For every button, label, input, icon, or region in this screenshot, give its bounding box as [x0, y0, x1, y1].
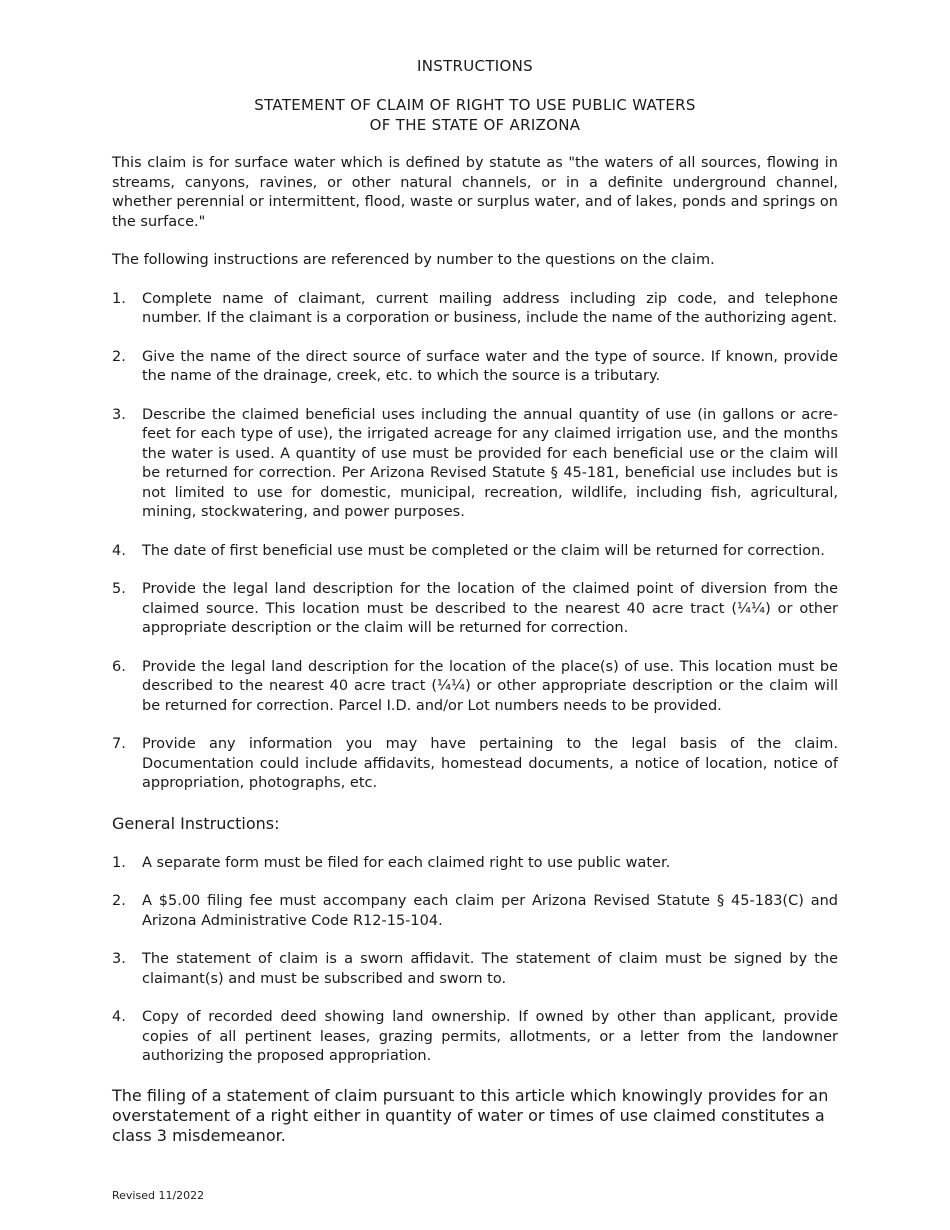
- document-title: INSTRUCTIONS: [417, 57, 533, 75]
- item-number: 1.: [112, 290, 126, 307]
- item-text: Provide the legal land description for the location of the claimed point of diversion from the claimed source. This location must be described to the nearest 40 acre tract (¼¼) or other appropriate description or the claim will be returned for correction.: [142, 581, 838, 636]
- item-number: 7.: [112, 736, 126, 752]
- instruction-item: [112, 406, 838, 523]
- item-number: 6.: [112, 658, 126, 675]
- general-instruction-item: [112, 892, 838, 931]
- item-text: Provide any information you may have pertaining to the legal basis of the claim. Documentation could include affidavits, homestead documents, a notice of location, notice of appropriation, photographs, etc.: [142, 736, 838, 791]
- item-number: 3.: [112, 406, 126, 423]
- document-page: [112, 56, 838, 1146]
- general-instruction-item: [112, 1008, 838, 1067]
- subtitle-line-1: STATEMENT OF CLAIM OF RIGHT TO USE PUBLIC WATERS: [254, 96, 696, 114]
- instruction-item: [112, 658, 838, 717]
- instructions-list: [112, 290, 838, 794]
- item-text: Give the name of the direct source of surface water and the type of source. If known, provide the name of the drainage, creek, etc. to which the source is a tributary.: [142, 348, 838, 384]
- item-text: Copy of recorded deed showing land ownership. If owned by other than applicant, provide copies of all pertinent leases, grazing permits, allotments, or a letter from the landowner authorizing the proposed appropriation.: [142, 1009, 838, 1064]
- subtitle-line-2: OF THE STATE OF ARIZONA: [369, 116, 581, 134]
- instruction-item: [112, 290, 838, 329]
- item-number: 5.: [112, 581, 126, 597]
- general-instruction-item: [112, 854, 838, 874]
- instruction-item: [112, 580, 838, 639]
- general-instructions-heading: General Instructions:: [112, 813, 280, 833]
- misdemeanor-notice: The filing of a statement of claim pursuant to this article which knowingly provides for an overstatement of a right either in quantity of water or times of use claimed constitutes a class 3 misdemeanor.: [112, 1085, 829, 1145]
- instruction-item: [112, 735, 838, 794]
- item-number: 4.: [112, 542, 126, 559]
- revision-date: Revised 11/2022: [112, 1189, 205, 1202]
- item-text: The date of first beneficial use must be completed or the claim will be returned for correction.: [142, 542, 825, 559]
- item-text: A $5.00 filing fee must accompany each claim per Arizona Revised Statute § 45-183(C) and Arizona Administrative Code R12-15-104.: [142, 893, 838, 929]
- document-subtitle: [112, 95, 838, 135]
- item-number: 4.: [112, 1009, 126, 1025]
- item-text: Describe the claimed beneficial uses including the annual quantity of use (in gallons or acre-feet for each type of use), the irrigated acreage for any claimed irrigation use, and the months the water is used. A quantity of use must be provided for each beneficial use or the claim will be returned for correction. Per Arizona Revised Statute § 45-181, beneficial use includes but is not limited to use for domestic, municipal, recreation, wildlife, including fish, agricultural, mining, stockwatering, and power purposes.: [142, 406, 838, 520]
- item-number: 1.: [112, 854, 126, 871]
- instruction-item: [112, 348, 838, 387]
- item-text: A separate form must be filed for each claimed right to use public water.: [142, 854, 671, 871]
- item-number: 2.: [112, 348, 126, 365]
- item-number: 2.: [112, 893, 126, 909]
- item-number: 3.: [112, 951, 126, 967]
- item-text: Complete name of claimant, current mailing address including zip code, and telephone number. If the claimant is a corporation or business, include the name of the authorizing agent.: [142, 290, 838, 326]
- instruction-item: [112, 542, 838, 562]
- item-text: Provide the legal land description for the location of the place(s) of use. This location must be described to the nearest 40 acre tract (¼¼) or other appropriate description or the claim will be returned for correction. Parcel I.D. and/or Lot numbers needs to be provided.: [142, 658, 838, 714]
- reference-note: The following instructions are referenced by number to the questions on the claim.: [112, 252, 715, 268]
- item-text: The statement of claim is a sworn affidavit. The statement of claim must be signed by the claimant(s) and must be subscribed and sworn to.: [142, 951, 838, 987]
- general-instruction-item: [112, 950, 838, 989]
- general-instructions-list: [112, 854, 838, 1067]
- intro-paragraph: This claim is for surface water which is defined by statute as "the waters of all sources, flowing in streams, canyons, ravines, or other natural channels, or in a definite underground channel, whether perennial or intermittent, flood, waste or surplus water, and of lakes, ponds and springs on the surface.": [112, 155, 838, 230]
